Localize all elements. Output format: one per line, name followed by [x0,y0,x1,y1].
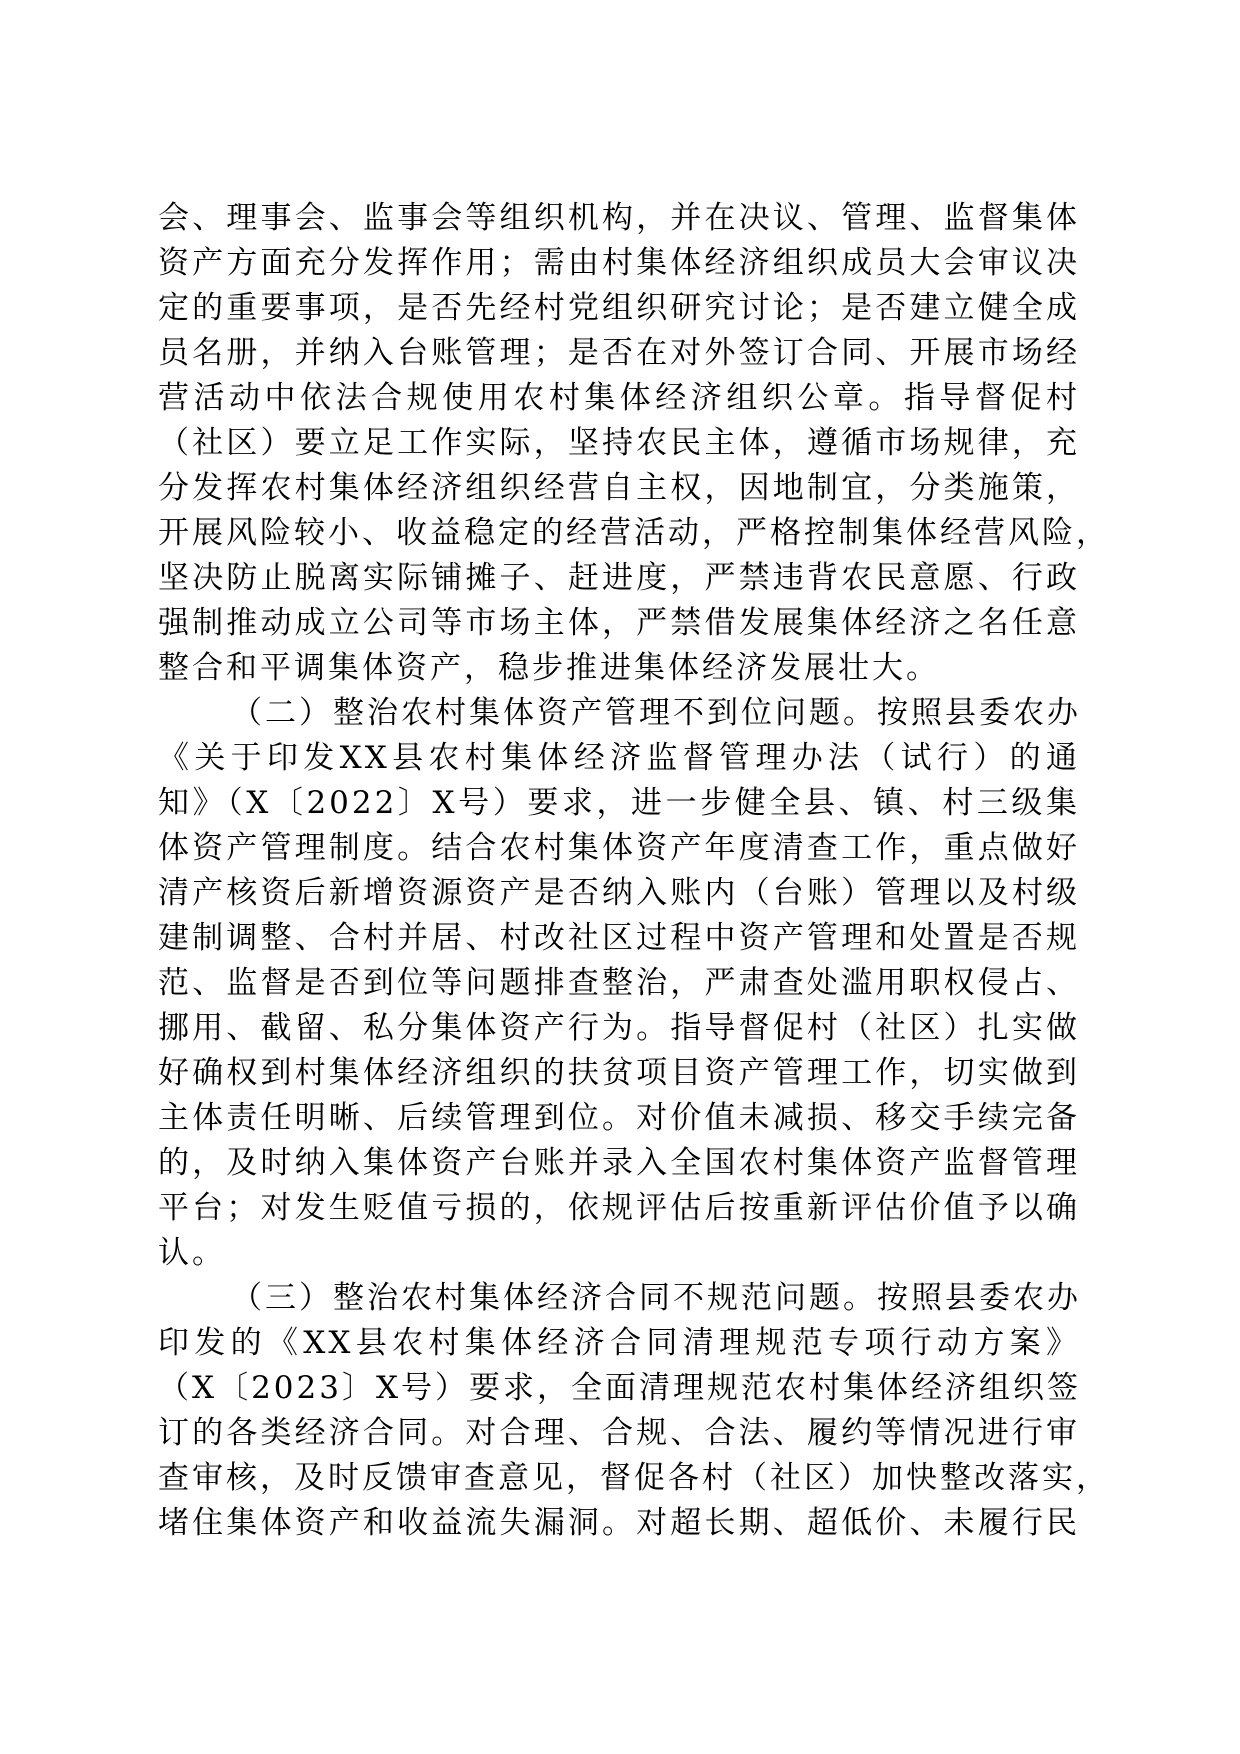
text-line: 认。 [158,1235,226,1271]
text-line: 开展风险较小、收益稳定的经营活动，严格控制集体经营风险， [158,515,1110,551]
text-line: 堵住集体资产和收益流失漏洞。对超长期、超低价、未履行民 [158,1505,1080,1541]
text-line: 平台；对发生贬值亏损的，依规评估后按重新评估价值予以确 [158,1190,1080,1226]
text-line: 会、理事会、监事会等组织机构，并在决议、管理、监督集体 [158,200,1080,236]
text-line: 定的重要事项，是否先经村党组织研究讨论；是否建立健全成 [158,290,1080,326]
section-heading-line: （二）整治农村集体资产管理不到位问题。按照县委农办 [231,695,1081,731]
text-line: 挪用、截留、私分集体资产行为。指导督促村（社区）扎实做 [158,1010,1080,1046]
text-line: 分发挥农村集体经济组织经营自主权，因地制宜，分类施策， [158,470,1080,506]
text-line: 主体责任明晰、后续管理到位。对价值未减损、移交手续完备 [158,1100,1080,1136]
text-line: 营活动中依法合规使用农村集体经济组织公章。指导督促村 [158,380,1080,416]
text-line: 订的各类经济合同。对合理、合规、合法、履约等情况进行审 [158,1415,1080,1451]
text-line: 整合和平调集体资产，稳步推进集体经济发展壮大。 [158,650,940,686]
text-line: （社区）要立足工作实际，坚持农民主体，遵循市场规律，充 [158,425,1080,461]
text-line: 好确权到村集体经济组织的扶贫项目资产管理工作，切实做到 [158,1055,1080,1091]
text-line: 员名册，并纳入台账管理；是否在对外签订合同、开展市场经 [158,335,1080,371]
section-heading-line: （三）整治农村集体经济合同不规范问题。按照县委农办 [231,1280,1081,1316]
text-line: 坚决防止脱离实际铺摊子、赶进度，严禁违背农民意愿、行政 [158,560,1080,596]
text-line: 体资产管理制度。结合农村集体资产年度清查工作，重点做好 [158,830,1080,866]
text-line: （X〔2023〕X号）要求，全面清理规范农村集体经济组织签 [158,1370,1082,1406]
text-line: 查审核，及时反馈审查意见，督促各村（社区）加快整改落实， [158,1460,1110,1496]
text-line: 清产核资后新增资源资产是否纳入账内（台账）管理以及村级 [158,875,1080,911]
body-text [158,196,1110,1546]
text-line: 印发的《XX县农村集体经济合同清理规范专项行动方案》 [158,1325,1080,1361]
text-line: 建制调整、合村并居、村改社区过程中资产管理和处置是否规 [158,920,1080,956]
text-line: 的，及时纳入集体资产台账并录入全国农村集体资产监督管理 [158,1145,1080,1181]
text-line: 范、监督是否到位等问题排查整治，严肃查处滥用职权侵占、 [158,965,1080,1001]
text-line: 知》（X〔2022〕X号）要求，进一步健全县、镇、村三级集 [158,785,1080,821]
text-line: 强制推动成立公司等市场主体，严禁借发展集体经济之名任意 [158,605,1080,641]
text-line: 资产方面充分发挥作用；需由村集体经济组织成员大会审议决 [158,245,1080,281]
text-line: 《关于印发XX县农村集体经济监督管理办法（试行）的通 [158,740,1080,776]
